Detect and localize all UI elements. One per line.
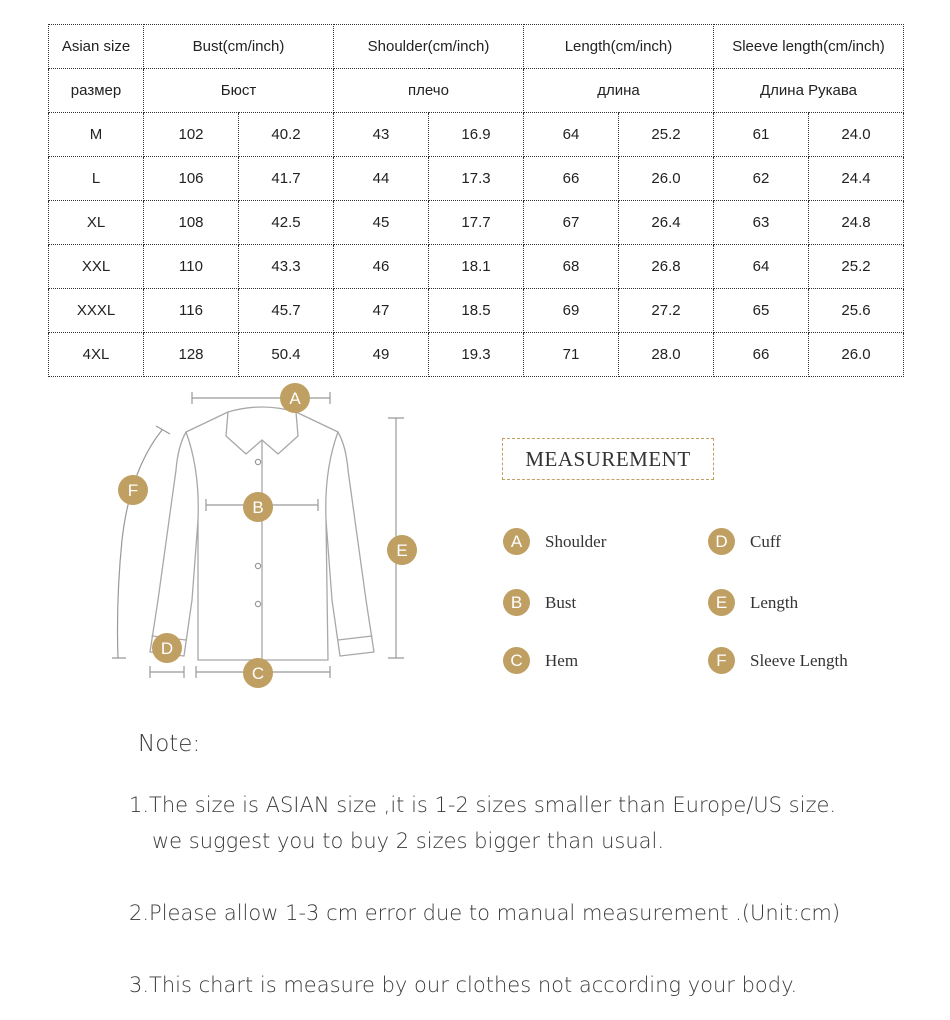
legend-item-bust — [503, 589, 576, 616]
legend-item-length — [708, 589, 798, 616]
table-cell: 17.7 — [429, 201, 524, 245]
legend-marker: A — [503, 528, 530, 555]
header-cell: Sleeve length(cm/inch) — [714, 25, 904, 69]
table-header-row-en — [49, 25, 904, 69]
table-cell: 64 — [524, 113, 619, 157]
table-cell: 50.4 — [239, 333, 334, 377]
header-cell: размер — [49, 69, 144, 113]
table-cell: 64 — [714, 245, 809, 289]
header-cell: плечо — [334, 69, 524, 113]
legend-marker: D — [708, 528, 735, 555]
table-cell: 69 — [524, 289, 619, 333]
legend-item-shoulder — [503, 528, 606, 555]
note-line-3: 3.This chart is measure by our clothes not according your body. — [129, 973, 798, 997]
table-cell: 108 — [144, 201, 239, 245]
table-cell: 44 — [334, 157, 429, 201]
legend-label: Length — [750, 592, 799, 612]
legend-marker: F — [708, 647, 735, 674]
table-cell: 40.2 — [239, 113, 334, 157]
legend-marker: B — [503, 589, 530, 616]
table-cell: 43.3 — [239, 245, 334, 289]
table-cell: 17.3 — [429, 157, 524, 201]
header-cell: длина — [524, 69, 714, 113]
diagram-marker-b — [243, 492, 273, 522]
diagram-marker-f — [118, 475, 148, 505]
table-cell: 46 — [334, 245, 429, 289]
table-cell: 63 — [714, 201, 809, 245]
table-cell: 41.7 — [239, 157, 334, 201]
table-cell: 66 — [524, 157, 619, 201]
diagram-marker-a — [280, 383, 310, 413]
table-cell: 24.0 — [809, 113, 904, 157]
table-cell: 19.3 — [429, 333, 524, 377]
table-cell: 28.0 — [619, 333, 714, 377]
marker-label: C — [251, 664, 265, 683]
legend-label: Bust — [545, 592, 577, 612]
table-cell: 67 — [524, 201, 619, 245]
note-line-2: 2.Please allow 1-3 cm error due to manual measurement .(Unit:cm) — [129, 901, 841, 925]
marker-label: D — [160, 639, 174, 658]
table-cell: L — [49, 157, 144, 201]
legend-item-hem — [503, 647, 578, 674]
table-cell: 47 — [334, 289, 429, 333]
table-cell: 18.1 — [429, 245, 524, 289]
header-cell: Asian size — [49, 25, 144, 69]
header-cell: Length(cm/inch) — [524, 25, 714, 69]
size-chart-table — [48, 24, 904, 377]
table-cell: 4XL — [49, 333, 144, 377]
table-cell: 25.2 — [619, 113, 714, 157]
table-cell: 116 — [144, 289, 239, 333]
table-row — [49, 157, 904, 201]
legend-label: Sleeve Length — [750, 650, 848, 670]
legend-item-sleeve-length — [708, 647, 848, 674]
table-cell: 66 — [714, 333, 809, 377]
table-cell: 16.9 — [429, 113, 524, 157]
diagram-marker-c — [243, 658, 273, 688]
table-cell: 68 — [524, 245, 619, 289]
table-cell: 26.0 — [809, 333, 904, 377]
shirt-buttons — [255, 459, 260, 606]
table-cell: 61 — [714, 113, 809, 157]
header-cell: Bust(cm/inch) — [144, 25, 334, 69]
diagram-marker-e — [387, 535, 417, 565]
table-cell: 42.5 — [239, 201, 334, 245]
note-line-1b: we suggest you to buy 2 sizes bigger than usual. — [152, 829, 665, 853]
table-row — [49, 113, 904, 157]
table-row — [49, 289, 904, 333]
table-cell: 27.2 — [619, 289, 714, 333]
table-cell: 71 — [524, 333, 619, 377]
table-cell: 24.4 — [809, 157, 904, 201]
marker-label: B — [252, 498, 264, 517]
table-cell: 62 — [714, 157, 809, 201]
header-cell: Shoulder(cm/inch) — [334, 25, 524, 69]
table-cell: 45 — [334, 201, 429, 245]
notes-title: Note: — [138, 731, 201, 757]
table-row — [49, 333, 904, 377]
header-cell: Длина Рукава — [714, 69, 904, 113]
legend-marker: E — [708, 589, 735, 616]
note-line-1: 1.The size is ASIAN size ,it is 1-2 sizes smaller than Europe/US size. — [129, 793, 837, 817]
table-cell: 24.8 — [809, 201, 904, 245]
legend-label: Cuff — [750, 531, 781, 551]
legend-label: Shoulder — [545, 531, 607, 551]
table-cell: 25.2 — [809, 245, 904, 289]
header-cell: Бюст — [144, 69, 334, 113]
table-row — [49, 245, 904, 289]
shirt-outline — [150, 407, 374, 660]
measure-lines — [112, 392, 404, 678]
table-row — [49, 201, 904, 245]
marker-label: A — [289, 389, 301, 408]
table-cell: 26.4 — [619, 201, 714, 245]
table-cell: XXL — [49, 245, 144, 289]
marker-label: E — [396, 541, 408, 560]
table-cell: 128 — [144, 333, 239, 377]
table-cell: 26.8 — [619, 245, 714, 289]
table-cell: 43 — [334, 113, 429, 157]
table-cell: XL — [49, 201, 144, 245]
legend-item-cuff — [708, 528, 781, 555]
marker-label: F — [127, 481, 139, 500]
table-cell: 18.5 — [429, 289, 524, 333]
measurement-title: MEASUREMENT — [502, 438, 714, 480]
legend-label: Hem — [545, 650, 579, 670]
table-cell: 110 — [144, 245, 239, 289]
table-cell: 49 — [334, 333, 429, 377]
table-cell: 106 — [144, 157, 239, 201]
table-cell: M — [49, 113, 144, 157]
table-cell: 26.0 — [619, 157, 714, 201]
table-cell: 45.7 — [239, 289, 334, 333]
table-cell: 65 — [714, 289, 809, 333]
table-cell: 25.6 — [809, 289, 904, 333]
diagram-marker-d — [152, 633, 182, 663]
table-cell: 102 — [144, 113, 239, 157]
table-cell: XXXL — [49, 289, 144, 333]
table-header-row-ru — [49, 69, 904, 113]
legend-marker: C — [503, 647, 530, 674]
